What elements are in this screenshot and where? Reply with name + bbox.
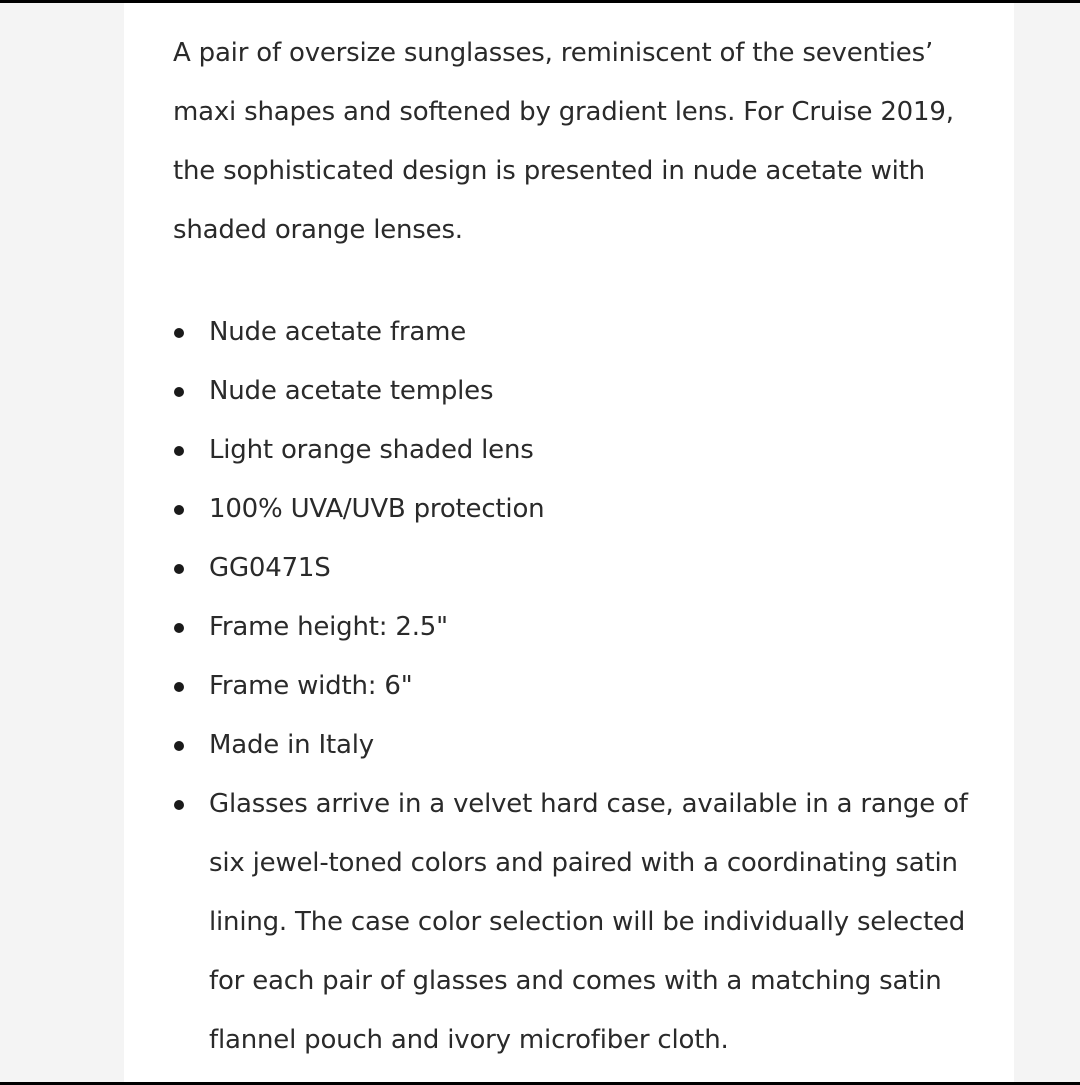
list-item (173, 716, 993, 775)
list-item (173, 539, 993, 598)
product-details-panel (124, 3, 1014, 1082)
product-description: A pair of oversize sunglasses, reminiscent of the seventies’ maxi shapes and softened by gradient lens. For Cruise 2019, the sophisticated design is presented in nude acetate with shaded orange lenses. (173, 38, 954, 245)
spec-text: Frame width: 6" (209, 671, 413, 701)
bullet-icon (174, 505, 184, 515)
spec-text: Glasses arrive in a velvet hard case, available in a range of six jewel-toned colors and paired with a coordinating satin lining. The case color selection will be individually selected for each pair of glasses and comes with a matching satin flannel pouch and ivory microfiber cloth. (209, 789, 968, 1055)
spec-text: Light orange shaded lens (209, 435, 534, 465)
list-item (173, 362, 993, 421)
spec-text: 100% UVA/UVB protection (209, 494, 545, 524)
bullet-icon (174, 682, 184, 692)
bullet-icon (174, 800, 184, 810)
list-item (173, 775, 993, 1070)
list-item (173, 303, 993, 362)
bullet-icon (174, 446, 184, 456)
spec-text: Made in Italy (209, 730, 374, 760)
bullet-icon (174, 387, 184, 397)
spec-text: Frame height: 2.5" (209, 612, 448, 642)
product-spec-list (173, 303, 993, 1070)
list-item (173, 421, 993, 480)
bullet-icon (174, 623, 184, 633)
spec-text: Nude acetate temples (209, 376, 494, 406)
spec-text: GG0471S (209, 553, 331, 583)
bullet-icon (174, 564, 184, 574)
list-item (173, 657, 993, 716)
list-item (173, 598, 993, 657)
bullet-icon (174, 328, 184, 338)
bullet-icon (174, 741, 184, 751)
list-item (173, 480, 993, 539)
spec-text: Nude acetate frame (209, 317, 466, 347)
